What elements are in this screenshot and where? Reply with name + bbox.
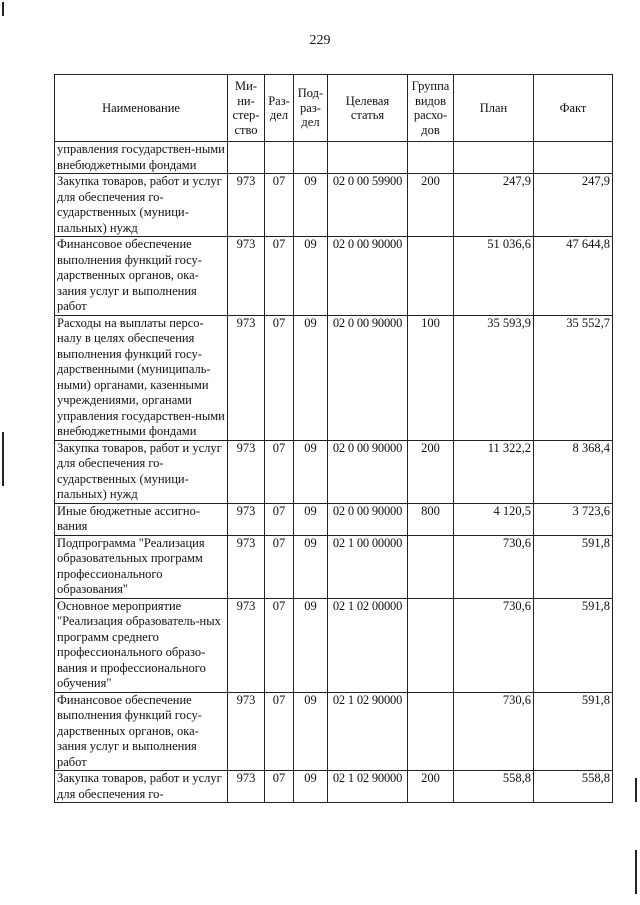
row-plan: 11 322,2 — [454, 440, 534, 503]
row-subsection: 09 — [294, 237, 328, 316]
row-expense-group: 100 — [408, 315, 454, 440]
row-target-article: 02 1 00 00000 — [328, 535, 408, 598]
row-plan: 35 593,9 — [454, 315, 534, 440]
table-row — [55, 771, 613, 803]
row-fact: 591,8 — [534, 598, 613, 692]
row-expense-group — [408, 237, 454, 316]
scan-mark-left-top — [2, 2, 4, 16]
row-expense-group: 200 — [408, 771, 454, 803]
row-target-article: 02 0 00 90000 — [328, 315, 408, 440]
row-name: Подпрограмма "Реализация образовательных программ профессионального образования" — [55, 535, 228, 598]
header-name: Наименование — [55, 75, 228, 142]
row-ministry — [228, 142, 265, 174]
row-expense-group — [408, 598, 454, 692]
row-fact: 3 723,6 — [534, 503, 613, 535]
row-section: 07 — [265, 440, 294, 503]
row-plan: 730,6 — [454, 692, 534, 771]
row-section: 07 — [265, 503, 294, 535]
header-plan: План — [454, 75, 534, 142]
row-plan: 730,6 — [454, 535, 534, 598]
page-number: 229 — [309, 33, 331, 48]
table-row — [55, 692, 613, 771]
row-name: Закупка товаров, работ и услуг для обеспечения го-сударственных (муници-пальных) нужд — [55, 174, 228, 237]
row-ministry: 973 — [228, 174, 265, 237]
row-section: 07 — [265, 692, 294, 771]
row-ministry: 973 — [228, 692, 265, 771]
row-subsection — [294, 142, 328, 174]
row-subsection: 09 — [294, 692, 328, 771]
table-header-row — [55, 75, 613, 142]
row-plan: 247,9 — [454, 174, 534, 237]
scan-mark-left-middle — [2, 432, 4, 486]
header-fact: Факт — [534, 75, 613, 142]
row-section: 07 — [265, 315, 294, 440]
row-target-article: 02 1 02 90000 — [328, 692, 408, 771]
row-plan: 558,8 — [454, 771, 534, 803]
row-section: 07 — [265, 535, 294, 598]
header-subsection: Под-раз-дел — [294, 75, 328, 142]
row-name: Иные бюджетные ассигно-вания — [55, 503, 228, 535]
row-expense-group: 200 — [408, 440, 454, 503]
row-target-article: 02 1 02 00000 — [328, 598, 408, 692]
table-row — [55, 237, 613, 316]
row-ministry: 973 — [228, 440, 265, 503]
row-subsection: 09 — [294, 503, 328, 535]
row-name: Основное мероприятие "Реализация образователь-ных программ среднего профессионального образо-вания и профессионального обучения" — [55, 598, 228, 692]
row-name: управления государствен-ными внебюджетными фондами — [55, 142, 228, 174]
row-ministry: 973 — [228, 237, 265, 316]
budget-table — [54, 74, 613, 803]
row-expense-group: 200 — [408, 174, 454, 237]
row-subsection: 09 — [294, 535, 328, 598]
table-row — [55, 598, 613, 692]
row-target-article: 02 1 02 90000 — [328, 771, 408, 803]
row-subsection: 09 — [294, 440, 328, 503]
row-name: Финансовое обеспечение выполнения функций госу-дарственных органов, ока-зания услуг и выполнения работ — [55, 692, 228, 771]
row-expense-group — [408, 692, 454, 771]
row-ministry: 973 — [228, 535, 265, 598]
row-subsection: 09 — [294, 315, 328, 440]
row-subsection: 09 — [294, 771, 328, 803]
table-row — [55, 142, 613, 174]
row-fact: 558,8 — [534, 771, 613, 803]
table-row — [55, 503, 613, 535]
row-subsection: 09 — [294, 174, 328, 237]
row-ministry: 973 — [228, 503, 265, 535]
row-ministry: 973 — [228, 598, 265, 692]
row-fact: 8 368,4 — [534, 440, 613, 503]
row-plan: 730,6 — [454, 598, 534, 692]
header-ministry: Ми-ни-стер-ство — [228, 75, 265, 142]
scan-mark-right-bottom — [635, 850, 637, 894]
row-target-article: 02 0 00 90000 — [328, 237, 408, 316]
row-plan: 51 036,6 — [454, 237, 534, 316]
row-fact: 35 552,7 — [534, 315, 613, 440]
row-fact: 47 644,8 — [534, 237, 613, 316]
row-expense-group — [408, 535, 454, 598]
row-fact — [534, 142, 613, 174]
row-subsection: 09 — [294, 598, 328, 692]
table-row — [55, 440, 613, 503]
row-fact: 247,9 — [534, 174, 613, 237]
scan-mark-right-lower — [635, 778, 637, 802]
header-section: Раз-дел — [265, 75, 294, 142]
row-name: Расходы на выплаты персо-налу в целях обеспечения выполнения функций госу-дарственными (муниципаль-ными) органами, казенными учреждениями, органами управления государствен-ными внебюджетными фондами — [55, 315, 228, 440]
row-target-article: 02 0 00 90000 — [328, 440, 408, 503]
row-section: 07 — [265, 598, 294, 692]
row-section: 07 — [265, 174, 294, 237]
row-plan: 4 120,5 — [454, 503, 534, 535]
row-name: Закупка товаров, работ и услуг для обеспечения го-сударственных (муници-пальных) нужд — [55, 440, 228, 503]
row-name: Закупка товаров, работ и услуг для обеспечения го- — [55, 771, 228, 803]
row-target-article: 02 0 00 59900 — [328, 174, 408, 237]
row-target-article — [328, 142, 408, 174]
row-section — [265, 142, 294, 174]
table-row — [55, 535, 613, 598]
table-row — [55, 174, 613, 237]
row-fact: 591,8 — [534, 535, 613, 598]
row-ministry: 973 — [228, 315, 265, 440]
row-expense-group: 800 — [408, 503, 454, 535]
row-expense-group — [408, 142, 454, 174]
header-expense-group: Группа видов расхо-дов — [408, 75, 454, 142]
row-target-article: 02 0 00 90000 — [328, 503, 408, 535]
table-row — [55, 315, 613, 440]
row-fact: 591,8 — [534, 692, 613, 771]
row-name: Финансовое обеспечение выполнения функций госу-дарственных органов, ока-зания услуг и выполнения работ — [55, 237, 228, 316]
row-plan — [454, 142, 534, 174]
header-target-article: Целевая статья — [328, 75, 408, 142]
row-section: 07 — [265, 237, 294, 316]
row-ministry: 973 — [228, 771, 265, 803]
row-section: 07 — [265, 771, 294, 803]
